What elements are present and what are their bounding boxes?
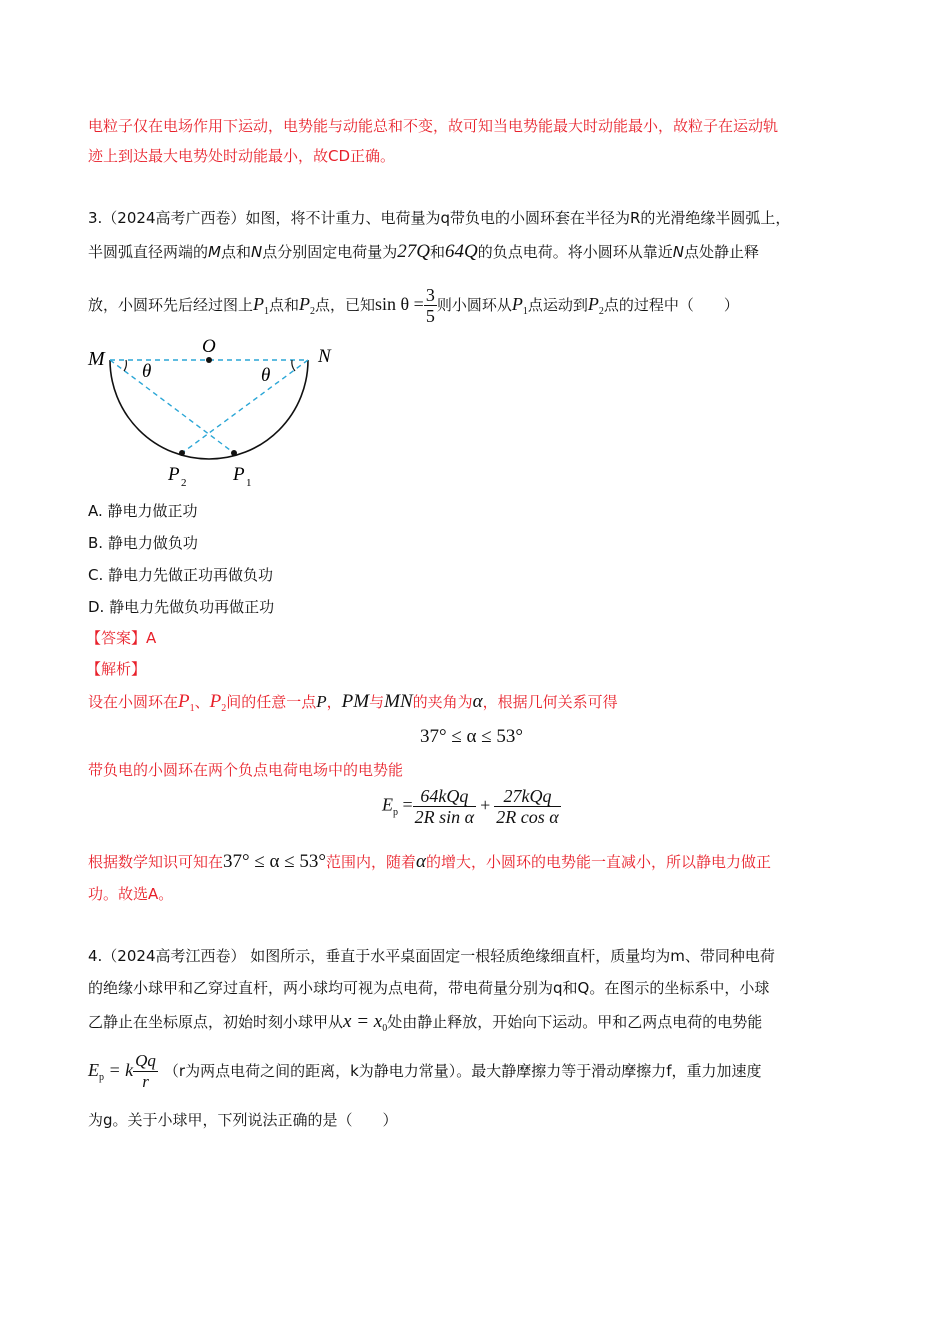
- label-P2: P: [168, 464, 180, 485]
- q3-stem-line-2: 半圆弧直径两端的M点和N点分别固定电荷量为27Q和64Q的负点电荷。将小圆环从靠近N点处静止释: [88, 241, 759, 262]
- label-M: M: [88, 348, 105, 370]
- q3-solution-line-2: 带负电的小圆环在两个负点电荷电场中的电势能: [88, 761, 404, 779]
- label-P2-sub: 2: [181, 477, 187, 489]
- point-O: [206, 357, 212, 363]
- q4-stem-line-1: 4.（2024高考江西卷） 如图所示，垂直于水平桌面固定一根轻质绝缘细直杆，质量均为m、带同种电荷: [88, 947, 775, 965]
- q3-option-d: D. 静电力先做负功再做正功: [88, 598, 275, 616]
- q3-energy-equation: $E_p$ = $\frac{\text{64kQq}}{\text{2R sin α}}$ + $\frac{\text{27kQq}}{\text{2R cos α}}$: [382, 786, 559, 827]
- q4-stem-line-5: 为g。关于小球甲，下列说法正确的是（ ）: [88, 1111, 398, 1129]
- q4-stem-line-3: 乙静止在坐标原点，初始时刻小球甲从$x = x_0$处由静止释放，开始向下运动。甲和乙两点电荷的电势能: [88, 1011, 763, 1034]
- label-P1: P: [233, 464, 245, 485]
- q3-option-b: B. 静电力做负功: [88, 534, 198, 552]
- line-N-P2: [182, 360, 308, 453]
- label-N: N: [318, 346, 331, 367]
- semicircle-figure: [80, 335, 350, 495]
- label-O: O: [202, 336, 216, 357]
- q3-option-c: C. 静电力先做正功再做负功: [88, 566, 274, 584]
- point-P2: [179, 450, 185, 456]
- q4-stem-line-2: 的绝缘小球甲和乙穿过直杆，两小球均可视为点电荷，带电荷量分别为q和Q。在图示的坐标系中，小球: [88, 979, 770, 997]
- q3-range-equation: 37° ≤ α ≤ 53°: [420, 726, 524, 747]
- label-P1-sub: 1: [246, 477, 252, 489]
- q3-stem-line-1: 3.（2024高考广西卷）如图，将不计重力、电荷量为q带负电的小圆环套在半径为R的光滑绝缘半圆弧上，: [88, 209, 791, 227]
- semicircle-arc: [110, 360, 308, 459]
- q3-option-a: A. 静电力做正功: [88, 502, 198, 520]
- angle-arc-N: [292, 360, 295, 371]
- label-theta-M: θ: [142, 361, 152, 382]
- label-theta-N: θ: [261, 365, 271, 386]
- point-P1: [231, 450, 237, 456]
- q3-solution-line-3: 根据数学知识可知在37° ≤ α ≤ 53°范围内，随着α的增大，小圆环的电势能一直减小，所以静电力做正: [88, 851, 772, 872]
- q3-solution-line-1: 设在小圆环在$P_1$、$P_2$间的任意一点P，PM与MN的夹角为α，根据几何关系可得: [88, 691, 618, 714]
- prev-solution-line-1: 电粒子仅在电场作用下运动，电势能与动能总和不变，故可知当电势能最大时动能最小，故粒子在运动轨: [88, 117, 779, 135]
- prev-solution-line-2: 迹上到达最大电势处时动能最小，故CD正确。: [88, 147, 396, 165]
- q3-stem-line-3: 放，小圆环先后经过图上$P_1$点和$P_2$点，已知sin θ = $\frac{3}{5}$ 则小圆环从$P_1$点运动到$P_2$点的过程中（ ）: [88, 285, 739, 326]
- q3-analysis-label: 【解析】: [86, 660, 147, 678]
- q4-stem-line-4: $E_p = k$ $\frac{Qq}{r}$ （r为两点电荷之间的距离，k为静电力常量）。最大静摩擦力等于滑动摩擦力f，重力加速度: [88, 1051, 762, 1091]
- q3-answer: 【答案】A: [86, 629, 157, 647]
- line-M-P1: [110, 360, 234, 453]
- q3-solution-line-4: 功。故选A。: [88, 885, 174, 903]
- angle-arc-M: [124, 360, 126, 371]
